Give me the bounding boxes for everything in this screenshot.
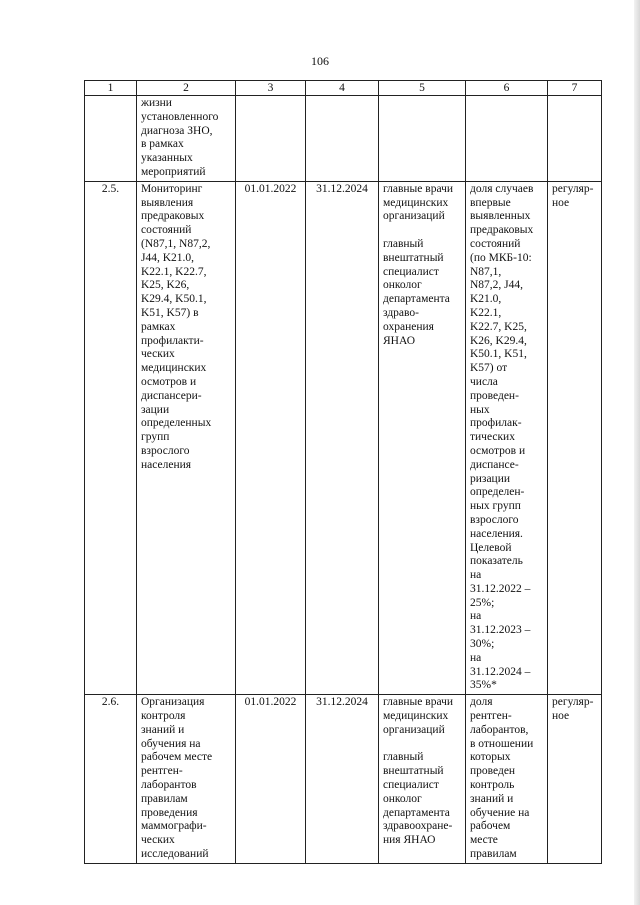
start-date: 01.01.2022 — [236, 181, 306, 694]
column-number-7: 7 — [548, 81, 602, 96]
end-date: 31.12.2024 — [306, 695, 379, 864]
measures-table — [84, 80, 602, 864]
indicator: доля случаев впервые выявленных предраковых состояний (по МКБ-10: N87,1, N87,2, J44, K21.0, K22.1, K22.7, K25, K26, K29.4, K50.1, K51, K57) от числа проведен- ных профилак- тических осмотров и диспансе- ризации определен- ных групп взрослого населения. Целевой показатель на 31.12.2022 – 25%; на 31.12.2023 – 30%; на 31.12.2024 – 35%* — [466, 181, 548, 694]
column-number-5: 5 — [379, 81, 466, 96]
column-number-row — [85, 81, 602, 96]
table-row-2-6 — [85, 695, 602, 864]
column-number-1: 1 — [85, 81, 137, 96]
indicator — [466, 96, 548, 182]
measure-name: жизни установленного диагноза ЗНО, в рамках указанных мероприятий — [137, 96, 236, 182]
responsible: главные врачи медицинских организаций главный внештатный специалист онколог департамента здравоохране- ния ЯНАО — [379, 695, 466, 864]
measure-number — [85, 96, 137, 182]
measure-name: Мониторинг выявления предраковых состояний (N87,1, N87,2, J44, K21.0, K22.1, K22.7, K25, K26, K29.4, K50.1, K51, K57) в рамках профилакти- ческих медицинских осмотров и диспансери- зации определенных групп взрослого населения — [137, 181, 236, 694]
column-number-4: 4 — [306, 81, 379, 96]
end-date — [306, 96, 379, 182]
responsible: главные врачи медицинских организаций главный внештатный специалист онколог департамента здраво- охранения ЯНАО — [379, 181, 466, 694]
table-row-2-5 — [85, 181, 602, 694]
page-number: 106 — [311, 54, 329, 68]
start-date: 01.01.2022 — [236, 695, 306, 864]
periodicity: регуляр- ное — [548, 181, 602, 694]
measure-number: 2.6. — [85, 695, 137, 864]
end-date: 31.12.2024 — [306, 181, 379, 694]
periodicity — [548, 96, 602, 182]
periodicity: регуляр- ное — [548, 695, 602, 864]
column-number-2: 2 — [137, 81, 236, 96]
table-row-continuation — [85, 96, 602, 182]
page-edge-shadow — [634, 0, 640, 905]
column-number-3: 3 — [236, 81, 306, 96]
measure-name: Организация контроля знаний и обучения на рабочем месте рентген- лаборантов правилам проведения маммографи- ческих исследований — [137, 695, 236, 864]
measure-number: 2.5. — [85, 181, 137, 694]
column-number-6: 6 — [466, 81, 548, 96]
start-date — [236, 96, 306, 182]
indicator: доля рентген- лаборантов, в отношении которых проведен контроль знаний и обучение на рабочем месте правилам — [466, 695, 548, 864]
responsible — [379, 96, 466, 182]
